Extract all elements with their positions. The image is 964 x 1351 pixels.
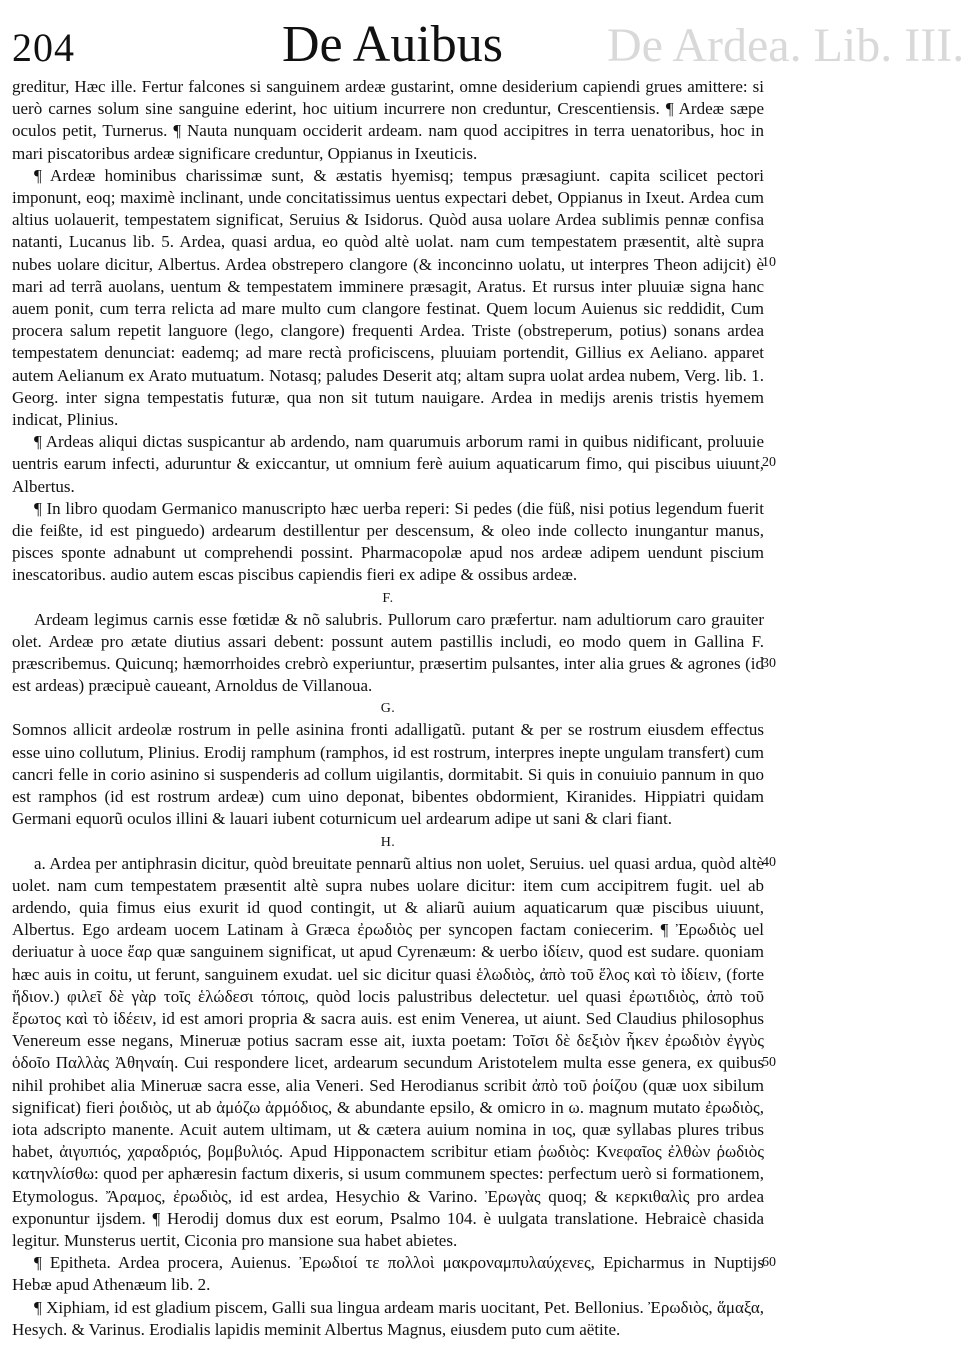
paragraph-6: Somnos allicit ardeolæ rostrum in pelle asinina fronti adalligatũ. putant & per se rostrum eiusdem effectus esse uino collutum, Plinius. Erodij ramphum (ramphos, id est rostrum, interpres inepte ungulam transfert) cum cancri felle in corio asinino si suspenderis ad collum uigilantis, dormitabit. Si quis in conuiuio pannum in quo est ramphos (id est rostrum ardeæ) cum uino deponat, bibentes obdormient, Kiranides. Hippiatri quidam Germani equorũ oculos illini & lauari iubent coturnicum uel ardearum adipe ut sani & clari fiant.: [12, 720, 764, 829]
paragraph-7: a. Ardea per antiphrasin dicitur, quòd breuitate pennarũ altius non uolet, Seruius. uel quasi ardua, quòd altè uolet. nam cum tempestatem præsentit altè supra nubes uolare dicitur: item cum accipitrem fugit. uel ab ardendo, quia fimus eius exurit id quod contingit, ut & aliarũ auium aquaticarum quæ piscibus uiuunt, Albertus. Ego ardeam uocem Latinam à Græca ἐρωδιὸς per syncopen factam coniecerim. ¶ Ἐρωδιὸς uel deriuatur à uoce ἔαρ quæ sanguinem significat, ut apud Cyrenæum: & uerbo ἰδίειν, quod est sudare. quoniam hæc auis in coitu, ut ferunt, sanguinem exudat. uel sic dicitur quasi ἑλωδιὸς, ἀπὸ τοῦ ἕλος καὶ τὸ ἰδίειν, (forte ἥδιον.) φιλεῖ δὲ γὰρ τοῖς ἑλώδεσι τόποις, quòd locis palustribus delectetur. uel quasi ἐρωτιδιὸς, ἀπὸ τοῦ ἔρωτος καὶ τὸ ἰδέειν, id est amori propria & sacra auis. est enim Venerea, ut aiunt. Sed Claudius philosophus Venereum esse negans, Mineruæ potius sacram esse ait, iuxta poetam: Τοῖσι δὲ δεξιὸν ἧκεν ἐρωδιὸν ἐγγὺς ὁδοῖο Παλλὰς Ἀθηναίη. Cui respondere licet, ardearum secundum Aristotelem multa esse genera, ex quibus nihil prohibet alia Mineruæ sacra esse, alia Veneri. Sed Herodianus scribit ἀπὸ τοῦ ῥοίζου (quæ uox sibilum significat) fieri ῥοιδιὸς, ut ab ἀμόζω ἀρμόδιος, & abundante epsilo, & omicro in ω. magnum mutato ἐρωδιὸς, iota adscripto manente. Acuit autem ultimam, ut & cætera auium nomina in ιος, quæ syllabas plures tribus habet, ἀιγυπιός, χαραδριός, βομβυλιός. Apud Hipponactem scribitur etiam ῥωδιὸς: Κνεφαῖος ἐλθὼν ῥωδιὸς κατηνλίσθω: quod per aphæresin factum dixeris, si usum communem spectes: perfectum uerò si formationem, Etymologus. Ἄραμος, ἐρωδιὸς, id est ardea, Hesychio & Varino. Ἐρωγὰς quoq; & κερκιθαλὶς pro ardea exponuntur ijsdem. ¶ Herodij domus dux est eorum, Psalmo 104. è uulgata translatione. Hebraicè chasida legitur. Munsterus uertit, Ciconia pro mansione sua habet abietes.: [12, 853, 764, 1250]
section-heading-f: F.: [382, 590, 394, 606]
section-heading-g: G.: [380, 701, 396, 717]
margin-line-number: 10: [762, 255, 776, 270]
bleed-through-title: De Ardea. Lib. III.: [607, 19, 964, 72]
paragraph-9: ¶ Xiphiam, id est gladium piscem, Galli sua lingua ardeam maris uocitant, Pet. Bellonius. Ἐρωδιὸς, ἅμαξα, Hesych. & Varinus. Erodialis lapidis meminit Albertus Magnus, eiusdem puto cum aëtite.: [12, 1297, 764, 1339]
page-number: 204: [12, 25, 75, 70]
margin-line-number: 60: [762, 1255, 776, 1270]
paragraph-2: ¶ Ardeæ hominibus charissimæ sunt, & æstatis hyemisq; tempus præsagiunt. capita scilicet pectori imponunt, eoq; maximè inclinant, unde concitatissimus uentus expectari debet, Oppianus in Ixeut. Ardea cum altius uolauerit, tempestatem significat, Seruius & Isidorus. Quòd ausa uolare Ardea sublimis pennæ confisa natanti, Lucanus lib. 5. Ardea, quasi ardua, eo quòd altè uolat. nam cum tempestatem præsentit, altè supra nubes uolare dicitur, Albertus. Ardea obstrepero clangore (& inconcinno uolatu, ut interpres Theon adijcit) è mari ad terrã auolans, uentum & tempestatem imminere præsagit, Aratus. Et rursus inter pluuiæ signa hanc auem ponit, cum terra relicta ad mare multo cum clangore festinat. Quem locum Auienus sic reddidit, Cum procera salum repetit languore (lego, clangore) frequenti Ardea. Triste (obstreperum, potius) sonans ardea tempestatem denunciat: eademq; ad mare rectà proficiscens, pluuiam portendit, Gillius ex Aeliano. apparet autem Aelianum ex Arato mutuatum. Notasq; paludes Deserit atq; altam supra uolat ardea nubem, Verg. lib. 1. Georg. inter signa tempestatis futuræ, qua non sit tutum nauigare. Ardea in medijs arenis tristis hyemem indicat, Plinius.: [12, 165, 764, 430]
section-heading-h: H.: [380, 834, 396, 850]
margin-line-number: 20: [762, 455, 776, 470]
margin-line-number: 50: [762, 1055, 776, 1070]
paragraph-1: greditur, Hæc ille. Fertur falcones si sanguinem ardeæ gustarint, omne desiderium capiendi grues amittere: si uerò carnes solum sine sanguine ederint, hoc uitium incurrere non creduntur, Crescentiensis. ¶ Ardeæ sæpe oculos petit, Turnerus. ¶ Nauta nunquam occiderit ardeam. nam quod accipitres in terra uenatoribus, hoc in mari piscatoribus ardeæ significare creduntur, Oppianus in Ixeuticis.: [12, 77, 764, 163]
page-header: [12, 16, 964, 76]
margin-line-number: 40: [762, 855, 776, 870]
running-title: De Auibus: [282, 16, 503, 73]
paragraph-4: ¶ In libro quodam Germanico manuscripto hæc uerba reperi: Si pedes (die füß, nisi potius legendum fuerit die feißte, id est pinguedo) ardearum destillentur per descensum, & oleo inde collecto inungantur manus, pisces sponte adnabunt ut comprehendi possint. Pharmacopolæ apud nos ardeæ adipem uendunt piscium inescatoribus. audio autem escas piscibus capiendis fieri ex adipe & ossibus ardeæ.: [12, 498, 764, 585]
main-text-column: [12, 76, 764, 1341]
paragraph-5: Ardeam legimus carnis esse fœtidæ & nõ salubris. Pullorum caro præfertur. nam adultiorum caro grauiter olet. Ardeæ pro ætate diutius assari debent: possunt autem pastillis includi, eo modo quem in Gallina F. præscribemus. Quicunq; hæmorrhoides crebrò experiuntur, præsertim pulsantes, inter alia grues & agrones (id est ardeas) præcipuè caueant, Arnoldus de Villanoua.: [12, 609, 764, 696]
paragraph-8: ¶ Epitheta. Ardea procera, Auienus. Ἐρωδιοί τε πολλοὶ μακροναμπυλαύχενες, Epicharmus in Nuptijs Hebæ apud Athenæum lib. 2.: [12, 1253, 764, 1295]
margin-line-number: 30: [762, 656, 776, 671]
paragraph-3: ¶ Ardeas aliqui dictas suspicantur ab ardendo, nam quarumuis arborum rami in quibus nidificant, proluuie uentris earum infecti, aduruntur & exiccantur, ut omnium ferè auium aquaticarum fimo, qui piscibus uiuunt, Albertus.: [12, 432, 764, 496]
